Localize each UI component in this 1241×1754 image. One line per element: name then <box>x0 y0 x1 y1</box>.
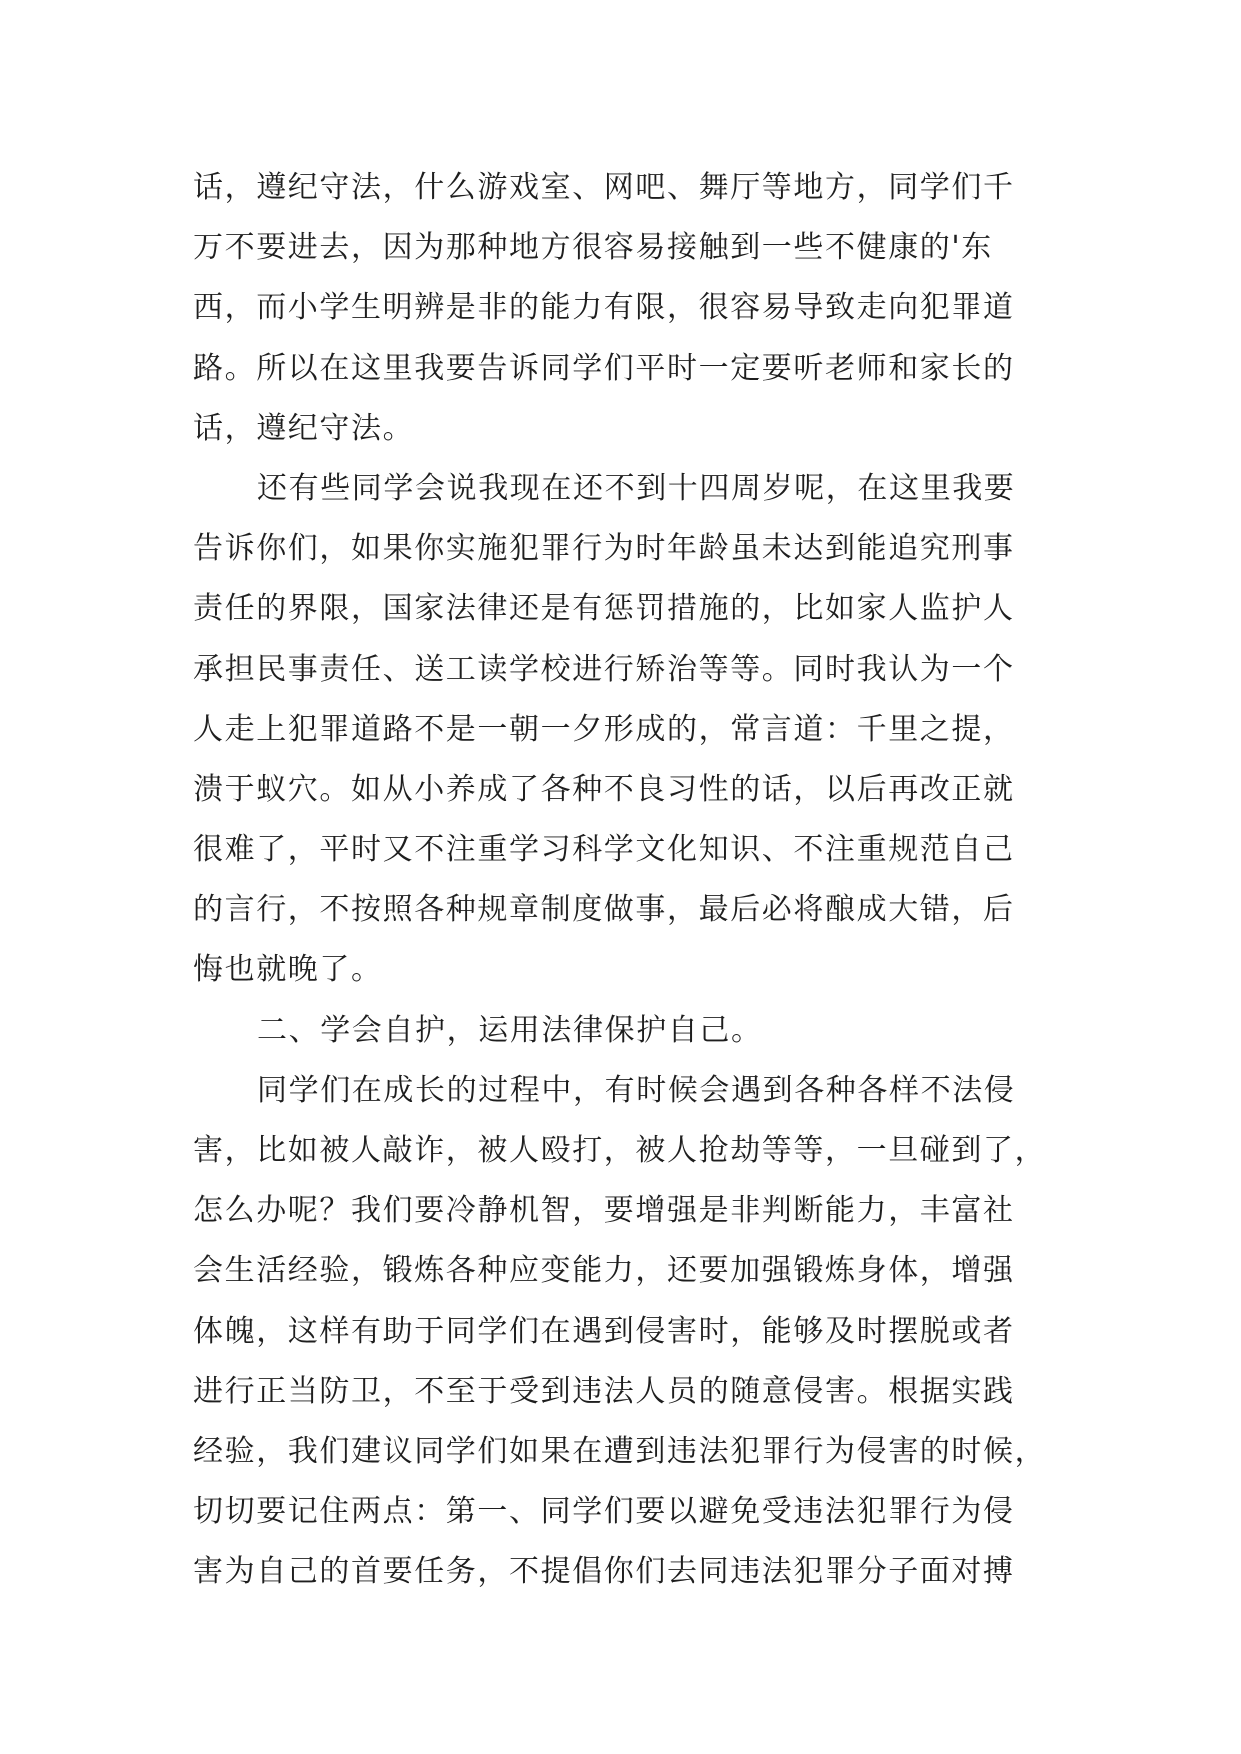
text-line: 路。所以在这里我要告诉同学们平时一定要听老师和家长的 <box>193 350 1015 386</box>
text-line: 很难了，平时又不注重学习科学文化知识、不注重规范自己 <box>193 832 1015 868</box>
text-line: 害，比如被人敲诈，被人殴打，被人抢劫等等，一旦碰到了， <box>193 1133 1047 1168</box>
text-line: 话，遵纪守法。 <box>193 410 415 446</box>
text-line: 切切要记住两点：第一、同学们要以避免受违法犯罪行为侵 <box>193 1494 1015 1530</box>
text-line: 万不要进去，因为那种地方很容易接触到一些不健康的'东 <box>193 230 993 266</box>
text-line: 体魄，这样有助于同学们在遇到侵害时，能够及时摆脱或者 <box>193 1313 1015 1349</box>
text-line: 西，而小学生明辨是非的能力有限，很容易导致走向犯罪道 <box>193 290 1015 326</box>
text-line: 进行正当防卫，不至于受到违法人员的随意侵害。根据实践 <box>193 1373 1015 1409</box>
text-line: 话，遵纪守法，什么游戏室、网吧、舞厅等地方，同学们千 <box>193 170 1015 205</box>
text-line: 人走上犯罪道路不是一朝一夕形成的，常言道：千里之提， <box>193 711 1015 747</box>
text-line: 经验，我们建议同学们如果在遭到违法犯罪行为侵害的时候， <box>193 1433 1047 1469</box>
text-line: 悔也就晚了。 <box>193 952 383 988</box>
text-line: 的言行，不按照各种规章制度做事，最后必将酿成大错，后 <box>193 892 1015 928</box>
text-line: 溃于蚁穴。如从小养成了各种不良习性的话，以后再改正就 <box>193 771 1015 807</box>
text-line: 同学们在成长的过程中，有时候会遇到各种各样不法侵 <box>257 1072 1016 1108</box>
document-body <box>193 158 1053 1603</box>
text-line: 会生活经验，锻炼各种应变能力，还要加强锻炼身体，增强 <box>193 1253 1015 1289</box>
text-line: 害为自己的首要任务，不提倡你们去同违法犯罪分子面对搏 <box>193 1554 1015 1590</box>
text-line: 告诉你们，如果你实施犯罪行为时年龄虽未达到能追究刑事 <box>193 531 1015 567</box>
text-line: 还有些同学会说我现在还不到十四周岁呢，在这里我要 <box>257 470 1016 506</box>
text-line: 承担民事责任、送工读学校进行矫治等等。同时我认为一个 <box>193 651 1015 687</box>
text-line: 怎么办呢？我们要冷静机智，要增强是非判断能力，丰富社 <box>193 1193 1015 1229</box>
text-line: 责任的界限，国家法律还是有惩罚措施的，比如家人监护人 <box>193 591 1015 627</box>
section-heading: 二、学会自护，运用法律保护自己。 <box>257 1012 763 1048</box>
